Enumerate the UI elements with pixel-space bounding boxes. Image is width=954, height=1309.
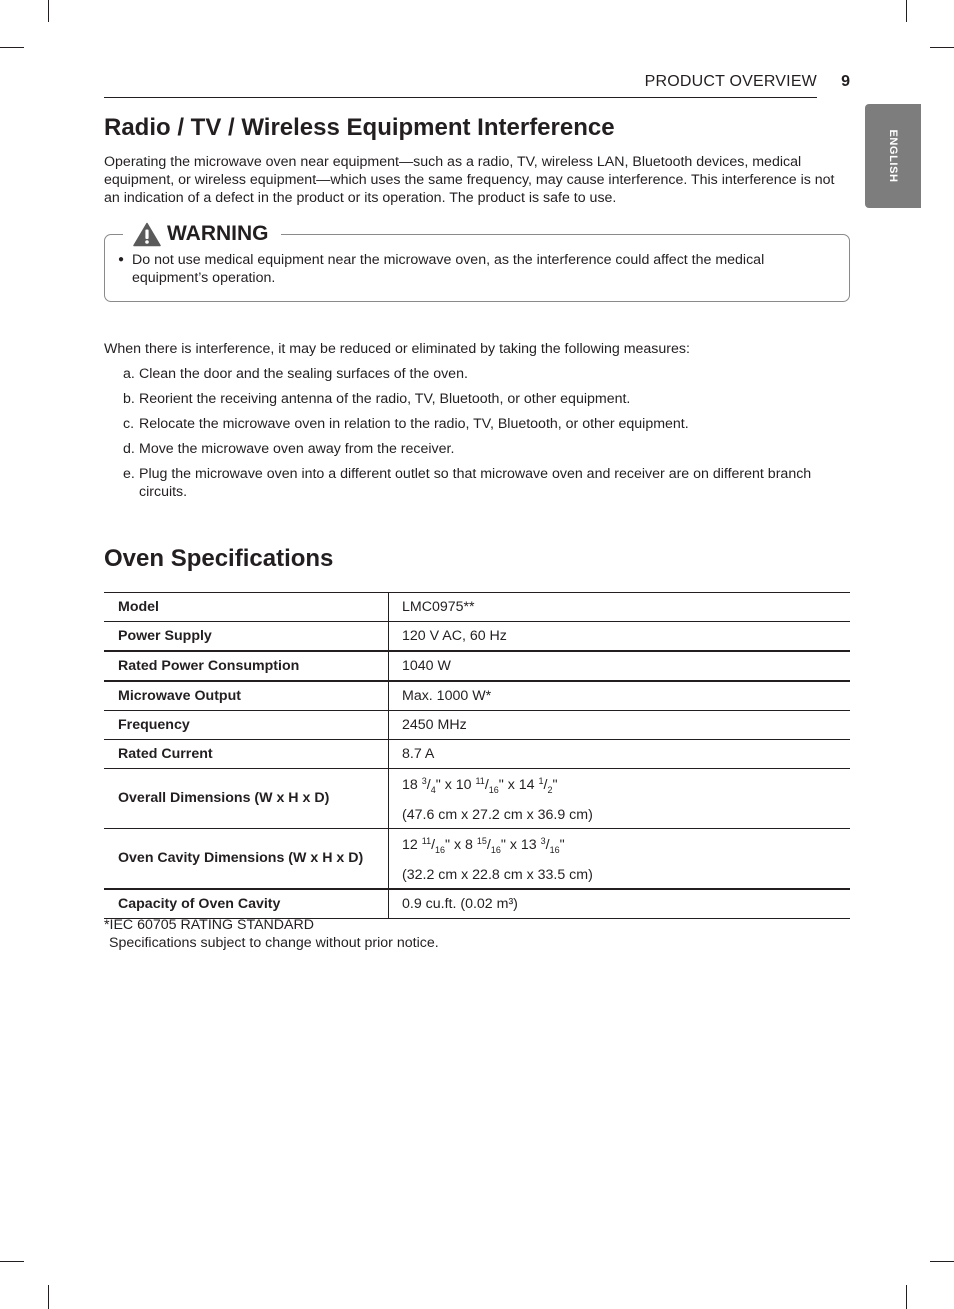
spec-label: Oven Cavity Dimensions (W x H x D) [104,828,389,888]
table-row [104,769,850,829]
spec-value: 120 V AC, 60 Hz [389,622,851,652]
spec-label: Rated Power Consumption [104,651,389,681]
spec-label: Power Supply [104,622,389,652]
page-header [104,73,850,97]
dimension-metric: (32.2 cm x 22.8 cm x 33.5 cm) [402,866,593,883]
crop-mark [0,47,24,48]
list-item-letter: a. [123,366,135,382]
spec-value [389,828,851,888]
language-tab-label: ENGLISH [887,129,899,183]
list-item-letter: d. [123,441,135,457]
dimension-metric: (47.6 cm x 27.2 cm x 36.9 cm) [402,806,593,823]
crop-mark [906,1285,907,1309]
spec-value [389,769,851,829]
spec-value: 0.9 cu.ft. (0.02 m³) [389,889,851,919]
section-title: PRODUCT OVERVIEW [644,73,817,90]
crop-mark [906,0,907,22]
list-item [104,365,850,383]
list-item-text: Relocate the microwave oven in relation to the radio, TV, Bluetooth, or other equipment. [139,416,689,432]
list-item-text: Clean the door and the sealing surfaces of the oven. [139,366,468,382]
warning-box [104,222,850,302]
crop-mark [0,1261,24,1262]
list-item [104,415,850,433]
language-tab [865,104,921,208]
interference-intro: Operating the microwave oven near equipment—such as a radio, TV, wireless LAN, Bluetooth devices, medical equipment, or wireless equipment—which uses the same frequency, may cause interference. This interference is not an indication of a defect in the product or its operation. The product is safe to use. [104,154,835,206]
table-row [104,593,850,622]
specs-table [104,592,850,919]
measures-list [104,365,850,508]
bullet-icon: ● [118,254,125,265]
crop-mark [930,47,954,48]
list-item-letter: b. [123,391,135,407]
table-row [104,622,850,652]
crop-mark [48,0,49,22]
spec-value: 8.7 A [389,740,851,769]
list-item [104,465,850,501]
list-item [104,390,850,408]
spec-label: Frequency [104,711,389,740]
table-row [104,828,850,888]
header-divider [104,97,817,98]
footnote [104,916,439,952]
list-item-text: Move the microwave oven away from the receiver. [139,441,455,457]
table-row [104,681,850,711]
list-item-text: Reorient the receiving antenna of the radio, TV, Bluetooth, or other equipment. [139,391,631,407]
crop-mark [48,1285,49,1309]
spec-label: Model [104,593,389,622]
list-item-letter: e. [123,466,135,482]
spec-value: 2450 MHz [389,711,851,740]
spec-label: Capacity of Oven Cavity [104,889,389,919]
list-item-letter: c. [123,416,135,432]
table-row [104,711,850,740]
table-row [104,740,850,769]
warning-label: WARNING [167,222,269,245]
measures-intro: When there is interference, it may be reduced or eliminated by taking the following measures: [104,341,690,357]
list-item-text: Plug the microwave oven into a different outlet so that microwave oven and receiver are on different branch circuits. [139,466,812,500]
spec-label: Microwave Output [104,681,389,711]
spec-label: Overall Dimensions (W x H x D) [104,769,389,829]
spec-value: Max. 1000 W* [389,681,851,711]
table-row [104,889,850,919]
table-row [104,651,850,681]
page-number: 9 [841,73,850,90]
spec-label: Rated Current [104,740,389,769]
warning-triangle-icon [133,222,161,247]
warning-header [123,220,281,248]
dimension-inches: 18 $^3/_4$" x 10 $^{11}/_{16}$" x 14 $^1/_2$" [402,776,558,795]
warning-item [118,251,823,287]
specs-heading: Oven Specifications [104,545,334,572]
list-item [104,440,850,458]
footnote-notice: Specifications subject to change without prior notice. [109,935,439,951]
footnote-rating: *IEC 60705 RATING STANDARD [104,917,314,933]
spec-value: 1040 W [389,651,851,681]
crop-mark [930,1261,954,1262]
dimension-inches: 12 $^{11}/_{16}$" x 8 $^{15}/_{16}$" x 13 $^3/_{16}$" [402,835,565,855]
spec-value: LMC0975** [389,593,851,622]
warning-item-text: Do not use medical equipment near the microwave oven, as the interference could affect the medical equipment’s operation. [132,252,765,286]
interference-heading: Radio / TV / Wireless Equipment Interference [104,114,615,141]
